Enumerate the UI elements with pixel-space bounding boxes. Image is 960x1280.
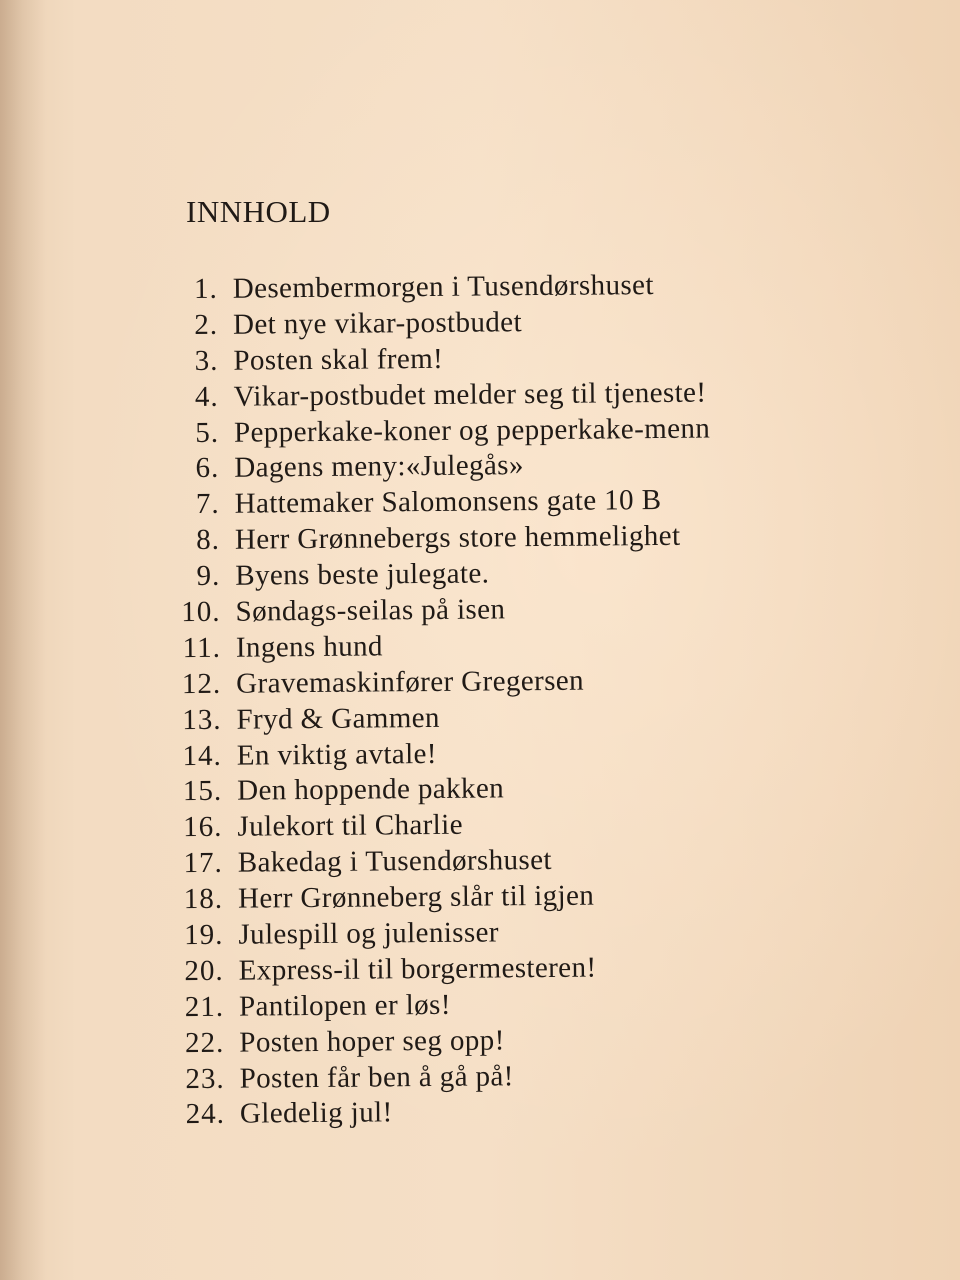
- toc-entry-number: 21.: [184, 990, 225, 1023]
- toc-entry-title: Den hoppende pakken: [237, 772, 505, 808]
- toc-entry-number: 19.: [184, 918, 224, 952]
- toc-entry-number: 1.: [193, 272, 218, 306]
- toc-entry-number: 7.: [195, 488, 220, 521]
- toc-entry-title: Vikar-postbudet melder seg til tjeneste!: [233, 376, 707, 413]
- toc-entry-number: 2.: [194, 308, 219, 341]
- toc-entry-title: Posten hoper seg opp!: [239, 1024, 505, 1059]
- table-of-contents: [0, 265, 960, 1135]
- toc-entry-title: Desembermorgen i Tusendørshuset: [232, 269, 654, 305]
- toc-entry-title: En viktig avtale!: [236, 737, 438, 772]
- toc-entry-title: Dagens meny:«Julegås»: [234, 449, 524, 485]
- toc-entry-title: Bakedag i Tusendørshuset: [237, 844, 553, 879]
- toc-entry-number: 10.: [181, 595, 221, 629]
- toc-entry-title: Herr Grønnebergs store hemmelighet: [234, 520, 681, 556]
- toc-entry-number: 15.: [182, 775, 223, 808]
- toc-entry-number: 23.: [185, 1062, 225, 1095]
- toc-entry-number: 5.: [195, 416, 220, 449]
- toc-entry-number: 18.: [183, 882, 224, 916]
- toc-entry: [5, 1091, 960, 1135]
- toc-entry-title: Posten skal frem!: [233, 342, 444, 377]
- toc-entry-title: Gravemaskinfører Gregersen: [236, 664, 585, 700]
- toc-entry-title: Gledelig jul!: [239, 1096, 393, 1131]
- toc-entry-number: 3.: [194, 344, 219, 377]
- toc-entry-number: 6.: [195, 452, 220, 485]
- toc-entry-number: 16.: [183, 811, 223, 844]
- toc-entry-title: Express-il til borgermesteren!: [238, 951, 597, 987]
- toc-entry-number: 14.: [182, 739, 222, 772]
- toc-entry-number: 11.: [182, 631, 222, 665]
- toc-entry-title: Pepperkake-koner og pepperkake-menn: [233, 412, 711, 449]
- toc-entry-title: Julekort til Charlie: [237, 809, 464, 844]
- toc-entry-title: Fryd & Gammen: [236, 701, 441, 736]
- toc-entry-title: Posten får ben å gå på!: [239, 1059, 514, 1095]
- toc-entry-title: Hattemaker Salomonsens gate 10 B: [234, 484, 662, 521]
- toc-entry-title: Julespill og julenisser: [238, 916, 500, 951]
- toc-entry-title: Byens beste julegate.: [235, 557, 490, 592]
- toc-entry-title: Det nye vikar-postbudet: [232, 306, 523, 341]
- toc-heading: INNHOLD: [186, 194, 331, 229]
- toc-entry-number: 12.: [181, 667, 222, 700]
- toc-entry-title: Herr Grønneberg slår til igjen: [237, 879, 595, 915]
- toc-entry-number: 24.: [185, 1098, 226, 1131]
- toc-entry-number: 17.: [183, 847, 223, 880]
- toc-entry-number: 22.: [184, 1026, 225, 1059]
- toc-entry-number: 4.: [194, 380, 219, 413]
- toc-entry-title: Ingens hund: [235, 630, 384, 664]
- toc-entry-number: 13.: [182, 703, 222, 736]
- toc-entry-number: 8.: [196, 524, 221, 557]
- toc-entry-number: 9.: [196, 559, 221, 593]
- toc-entry-title: Søndags-seilas på isen: [235, 593, 506, 628]
- toc-entry-title: Pantilopen er løs!: [238, 988, 451, 1023]
- toc-entry-number: 20.: [184, 954, 224, 988]
